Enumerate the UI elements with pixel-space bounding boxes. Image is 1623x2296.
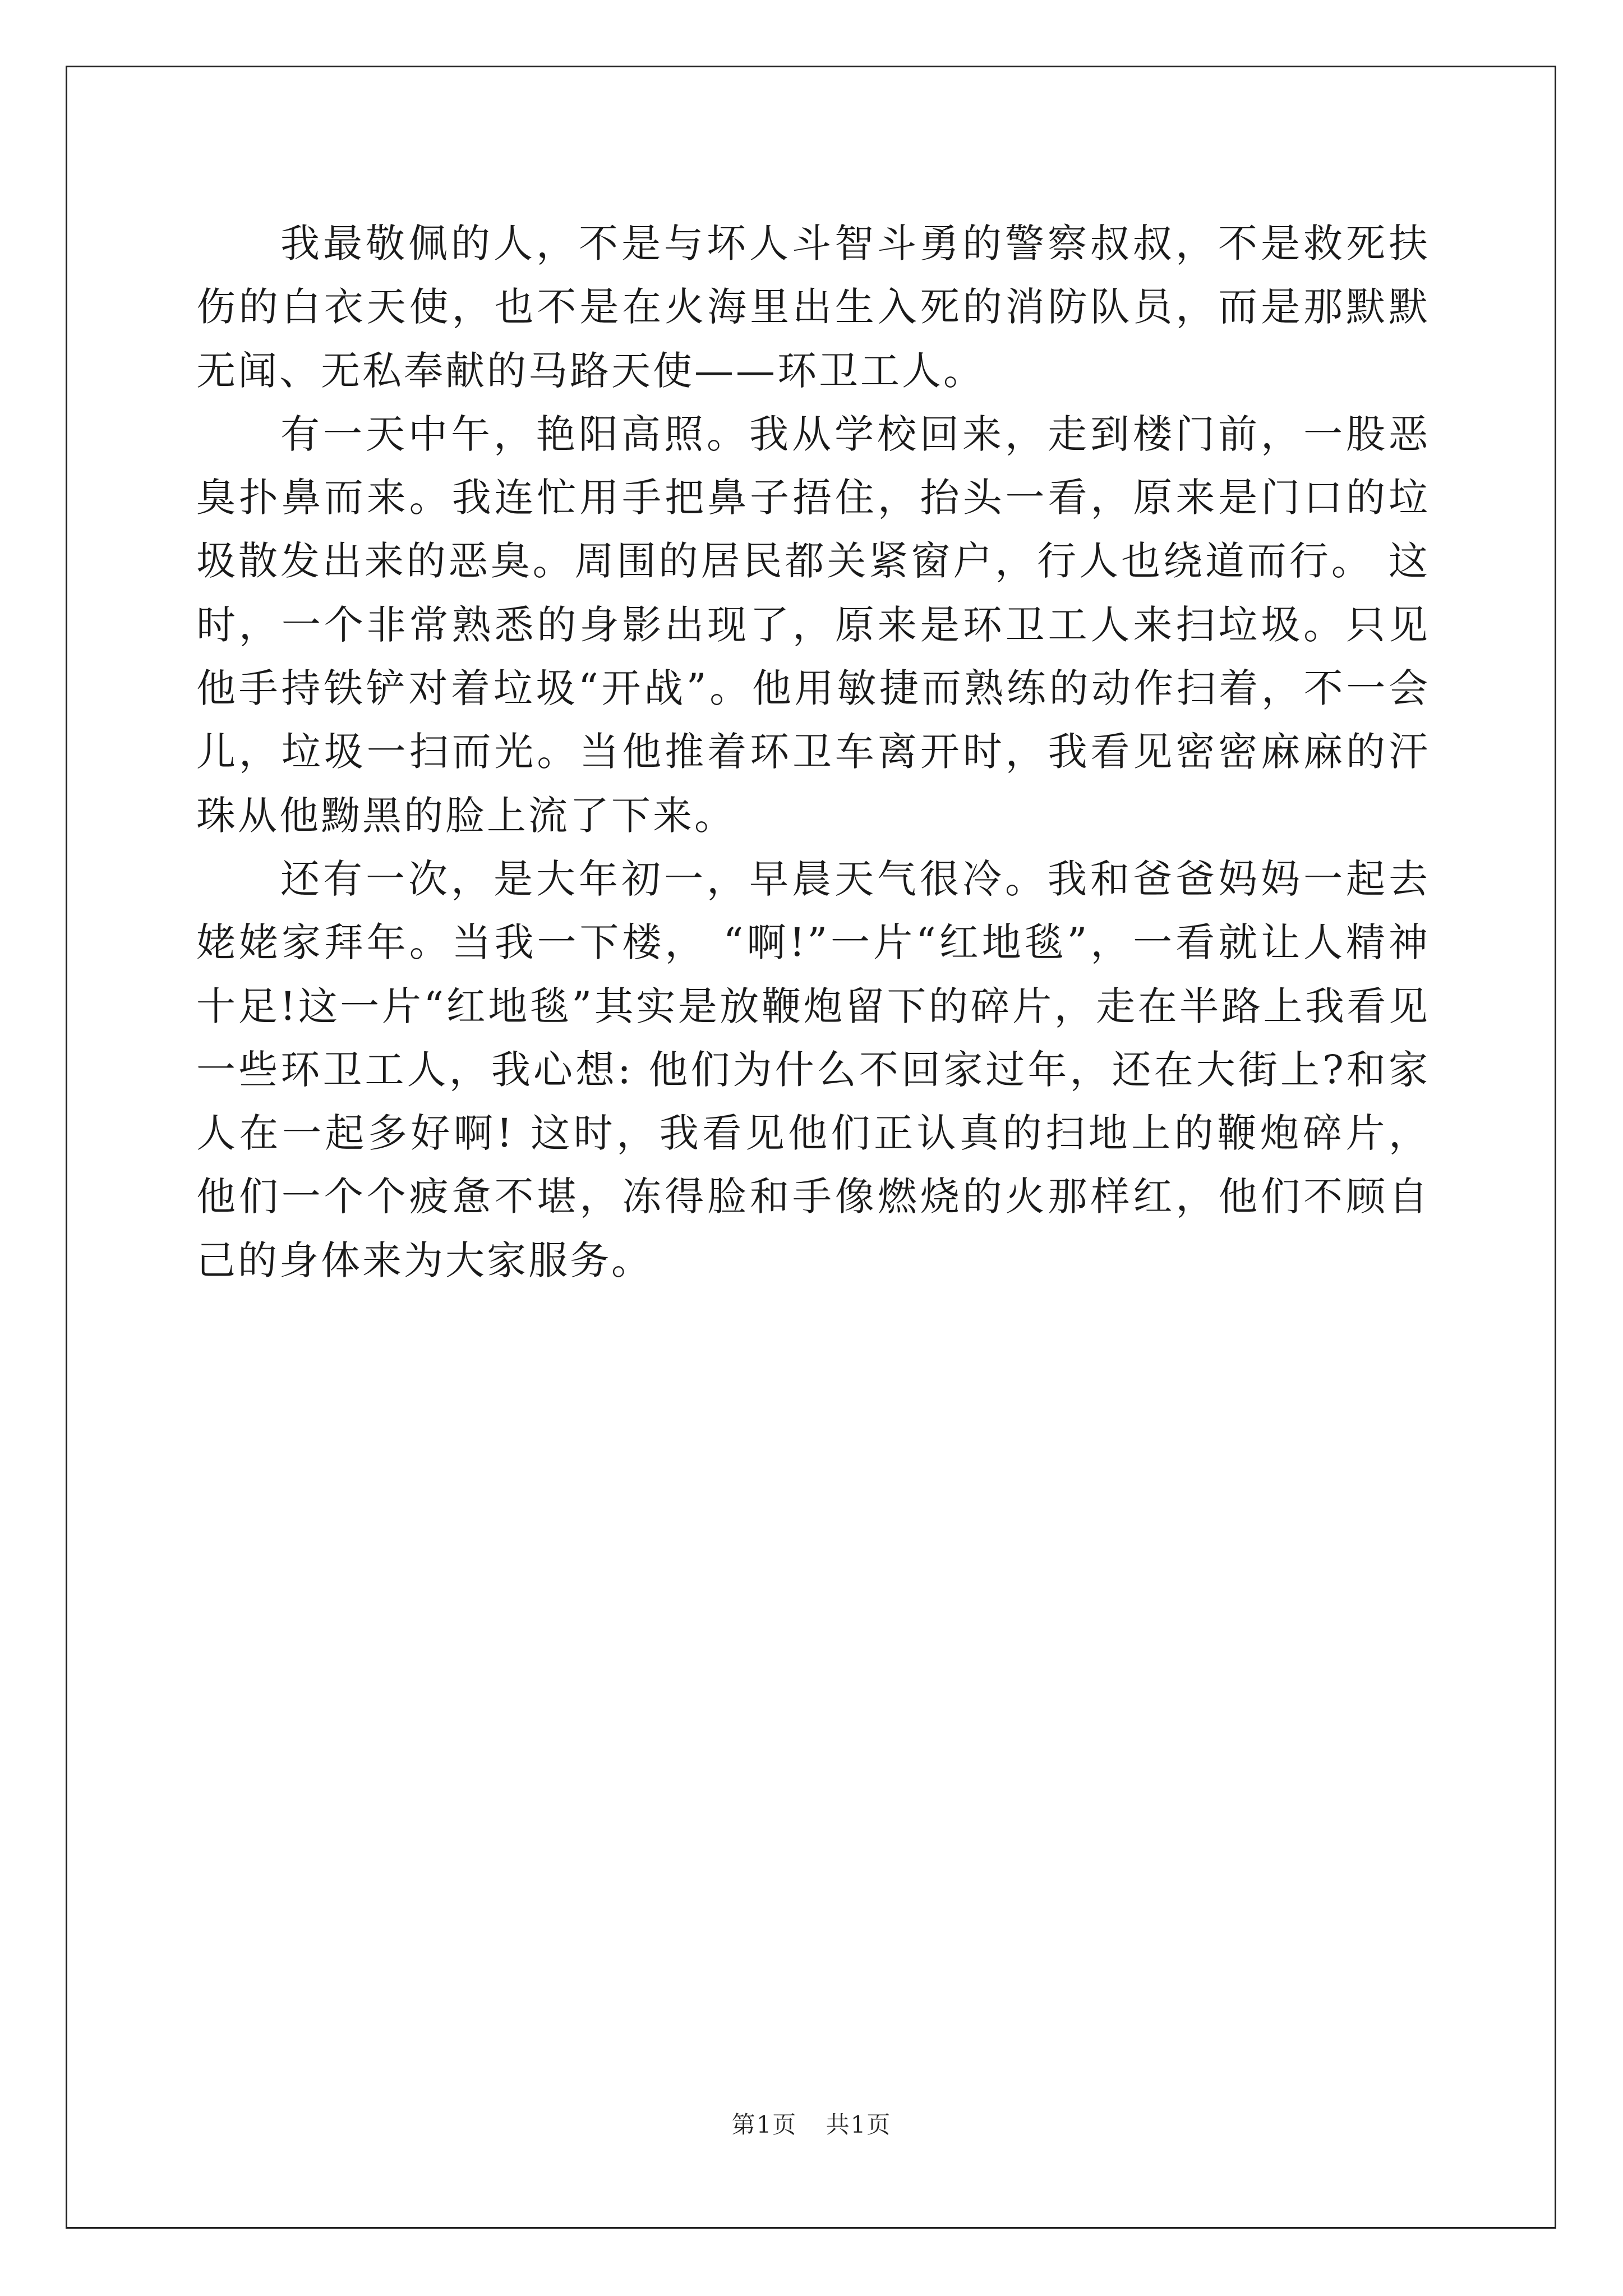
- document-body: [196, 212, 1430, 1292]
- paragraph-3: 还有一次，是大年初一，早晨天气很冷。我和爸爸妈妈一起去姥姥家拜年。当我一下楼， “啊!”一片“红地毯”，一看就让人精神十足!这一片“红地毯”其实是放鞭炮留下的碎片，走在半路上我看见一些环卫工人，我心想: 他们为什么不回家过年，还在大街上?和家人在一起多好啊! 这时，我看见他们正认真的扫地上的鞭炮碎片，他们一个个疲惫不堪，冻得脸和手像燃烧的火那样红，他们不顾自己的身体来为大家服务。: [196, 855, 1430, 1283]
- page-number-current: 第1页: [731, 2111, 797, 2138]
- page-footer: [0, 2108, 1623, 2142]
- page-number-total: 共1页: [826, 2111, 892, 2138]
- paragraph-1: 我最敬佩的人，不是与坏人斗智斗勇的警察叔叔，不是救死扶伤的白衣天使，也不是在火海里出生入死的消防队员，而是那默默无闻、无私奉献的马路天使——环卫工人。: [196, 220, 1430, 394]
- paragraph-2: 有一天中午，艳阳高照。我从学校回来，走到楼门前，一股恶臭扑鼻而来。我连忙用手把鼻子捂住，抬头一看，原来是门口的垃圾散发出来的恶臭。周围的居民都关紧窗户，行人也绕道而行。 这时，一个非常熟悉的身影出现了，原来是环卫工人来扫垃圾。只见他手持铁铲对着垃圾“开战”。他用敏捷而熟练的动作扫着，不一会儿，垃圾一扫而光。当他推着环卫车离开时，我看见密密麻麻的汗珠从他黝黑的脸上流了下来。: [196, 411, 1430, 839]
